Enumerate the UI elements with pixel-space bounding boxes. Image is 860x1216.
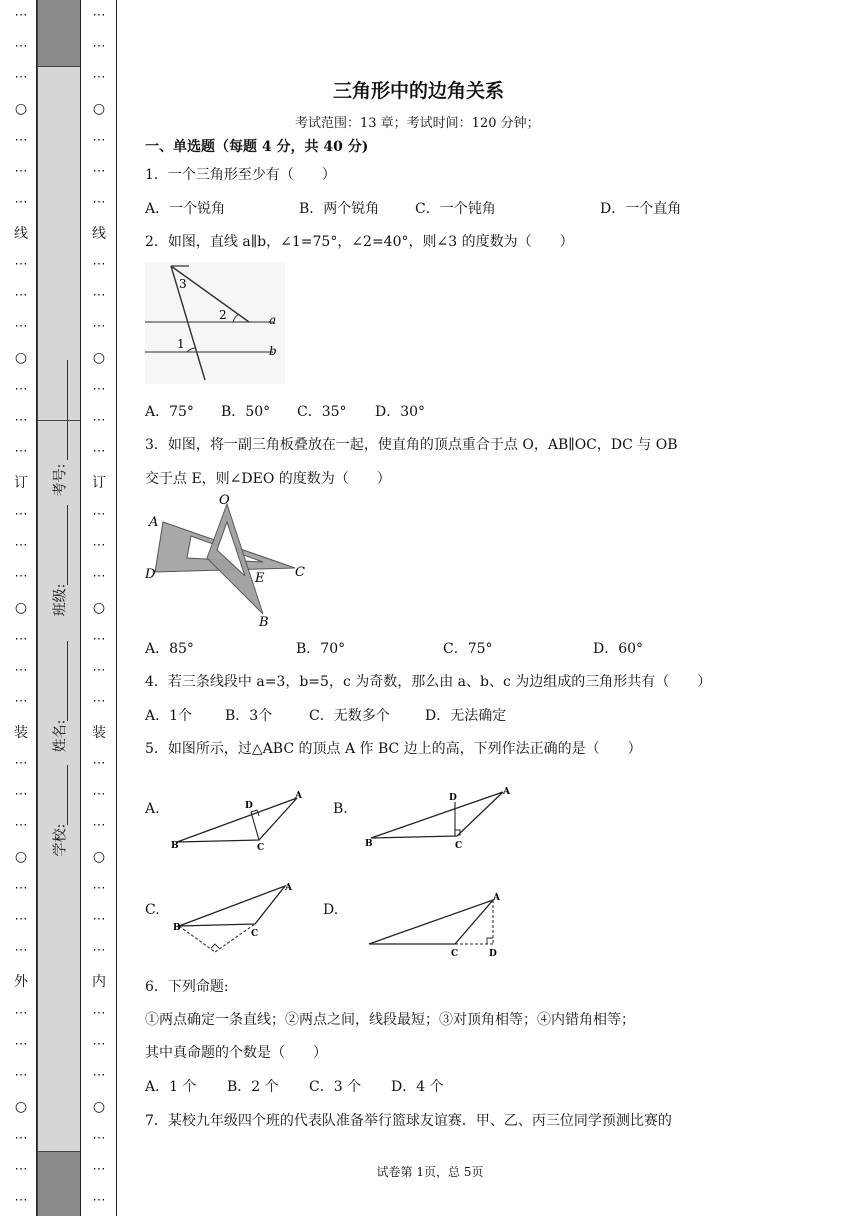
binding-outer-mark: ⋯ [14, 1161, 28, 1177]
q4-option-c: C．无数多个 [309, 708, 390, 724]
binding-inner-mark: ⋯ [92, 693, 106, 709]
field-name [38, 719, 80, 766]
binding-outer-mark: ⋯ [14, 444, 28, 460]
binding-outer-mark: ⋯ [14, 1130, 28, 1146]
svg-text:B: B [173, 923, 181, 933]
q4-option-a: A．1个 [145, 708, 193, 724]
point-e-label: E [255, 571, 265, 586]
svg-text:C: C [251, 929, 259, 939]
point-a-label: A [149, 515, 159, 530]
binding-inner-mark: ⋯ [92, 787, 106, 803]
question-3-line2: 交于点 E，则∠DEO 的度数为（ ） [145, 471, 391, 487]
q3-option-c: C．75° [443, 641, 493, 657]
binding-outer-mark: ⋯ [14, 382, 28, 398]
q6-option-c: C．3 个 [309, 1079, 362, 1095]
q5-option-b-label: B. [333, 801, 348, 817]
q3-figure [145, 492, 315, 632]
svg-text:A: A [295, 791, 302, 801]
q5-figure-b [361, 764, 511, 854]
question-6-statements: ①两点确定一条直线；②两点之间，线段最短；③对顶角相等；④内错角相等； [145, 1012, 635, 1028]
q3-option-d: D．60° [593, 641, 644, 657]
binding-outer-mark: ⋯ [14, 662, 28, 678]
point-c-label: C [295, 565, 305, 580]
binding-outer-mark: 装 [14, 724, 28, 741]
q6-option-a: A．1 个 [145, 1079, 197, 1095]
question-5: 5．如图所示，过△ABC 的顶点 A 作 BC 边上的高，下列作法正确的是（ ） [145, 741, 642, 757]
binding-inner-mark: ⋯ [92, 1036, 106, 1052]
binding-inner-mark: ○ [92, 350, 106, 367]
q3-option-a: A．85° [145, 641, 194, 657]
point-d-label: D [145, 567, 156, 582]
binding-inner-mark: ⋯ [92, 1192, 106, 1208]
binding-inner-mark: ⋯ [92, 69, 106, 85]
binding-outer-mark: ⋯ [14, 631, 28, 647]
binding-inner-mark: ⋯ [92, 132, 106, 148]
binding-outer-mark: ⋯ [14, 787, 28, 803]
field-school-label: 学校: [52, 823, 68, 857]
binding-inner-mark: ○ [92, 100, 106, 117]
binding-inner-mark: ⋯ [92, 444, 106, 460]
question-3-line1: 3．如图，将一副三角板叠放在一起，使直角的顶点重合于点 O，AB∥OC，DC 与 OB [145, 437, 678, 453]
page-title: 三角形中的边角关系 [333, 80, 505, 102]
binding-outer-mark: ⋯ [14, 413, 28, 429]
binding-inner-mark: 线 [92, 225, 106, 242]
point-b-label: B [259, 615, 269, 630]
field-class-label: 班级: [52, 583, 68, 617]
q5-option-c-label: C. [145, 902, 160, 918]
binding-inner-mark: ⋯ [92, 506, 106, 522]
binding-outer-mark: ⋯ [14, 818, 28, 834]
q1-option-b: B．两个锐角 [299, 201, 380, 217]
panel-top-block [38, 0, 80, 67]
angle-3-label: 3 [179, 277, 187, 291]
svg-text:D: D [449, 793, 457, 803]
binding-outer-column [10, 0, 32, 1216]
svg-text:C: C [451, 949, 459, 959]
panel-bottom-block [38, 1151, 80, 1216]
binding-inner-mark: ⋯ [92, 7, 106, 23]
svg-text:A: A [285, 883, 292, 893]
binding-outer-mark: ⋯ [14, 912, 28, 928]
binding-inner-mark: ⋯ [92, 382, 106, 398]
binding-outer-mark: ○ [14, 1098, 28, 1115]
q2-option-d: D．30° [375, 404, 426, 420]
binding-outer-mark: ⋯ [14, 132, 28, 148]
binding-outer-mark: ⋯ [14, 506, 28, 522]
line-a-label: a [269, 313, 277, 327]
binding-outer-mark: ⋯ [14, 693, 28, 709]
q6-option-b: B．2 个 [227, 1079, 279, 1095]
question-7: 7．某校九年级四个班的代表队准备举行篮球友谊赛．甲、乙、丙三位同学预测比赛的 [145, 1113, 672, 1129]
binding-outer-mark: ⋯ [14, 257, 28, 273]
binding-outer-mark: ⋯ [14, 881, 28, 897]
binding-outer-mark: ⋯ [14, 1192, 28, 1208]
svg-text:C: C [257, 843, 265, 853]
binding-outer-mark: ⋯ [14, 1036, 28, 1052]
question-2: 2．如图，直线 a∥b，∠1=75°，∠2=40°，则∠3 的度数为（ ） [145, 234, 574, 250]
binding-inner-mark: ⋯ [92, 568, 106, 584]
q2-option-b: B．50° [221, 404, 271, 420]
q5-option-a-label: A. [145, 801, 160, 817]
binding-inner-mark: ⋯ [92, 662, 106, 678]
binding-inner-mark: ⋯ [92, 631, 106, 647]
binding-outer-mark: ⋯ [14, 194, 28, 210]
binding-inner-mark: ⋯ [92, 319, 106, 335]
binding-outer-mark: ⋯ [14, 38, 28, 54]
binding-inner-mark: ⋯ [92, 257, 106, 273]
binding-inner-mark: ⋯ [92, 756, 106, 772]
binding-outer-mark: ⋯ [14, 943, 28, 959]
q6-option-d: D．4 个 [391, 1079, 444, 1095]
binding-inner-mark: 装 [92, 724, 106, 741]
binding-outer-mark: ⋯ [14, 537, 28, 553]
binding-inner-mark: ⋯ [92, 413, 106, 429]
question-4: 4．若三条线段中 a=3，b=5，c 为奇数，那么由 a、b、c 为边组成的三角形共有（ ） [145, 674, 712, 690]
q4-option-b: B．3个 [225, 708, 273, 724]
binding-inner-mark: ⋯ [92, 943, 106, 959]
angle-1-label: 1 [177, 337, 185, 351]
q1-option-d: D．一个直角 [600, 201, 682, 217]
svg-text:A: A [493, 893, 500, 903]
binding-inner-mark: ○ [92, 599, 106, 616]
line-b-label: b [269, 344, 277, 358]
binding-inner-mark: ⋯ [92, 194, 106, 210]
binding-inner-mark: 订 [92, 475, 106, 492]
svg-text:D: D [489, 949, 497, 959]
binding-inner-mark: 内 [92, 974, 106, 991]
binding-inner-mark: ⋯ [92, 537, 106, 553]
question-6-prompt: 其中真命题的个数是（ ） [145, 1045, 327, 1061]
binding-inner-mark: ⋯ [92, 1130, 106, 1146]
binding-margin [0, 0, 118, 1216]
binding-outer-mark: ⋯ [14, 319, 28, 335]
page-footer: 试卷第 1页，总 5页 [376, 1165, 484, 1179]
binding-outer-mark: 外 [14, 974, 28, 991]
binding-outer-mark: ○ [14, 350, 28, 367]
q1-option-a: A．一个锐角 [145, 201, 226, 217]
binding-outer-mark: ⋯ [14, 1067, 28, 1083]
binding-divider-middle [80, 0, 81, 1216]
binding-outer-mark: ⋯ [14, 69, 28, 85]
binding-outer-mark: ⋯ [14, 7, 28, 23]
binding-outer-mark: ⋯ [14, 756, 28, 772]
field-exam-number [38, 463, 80, 510]
point-o-label: O [219, 493, 230, 508]
binding-inner-mark: ⋯ [92, 912, 106, 928]
q1-option-c: C．一个钝角 [415, 201, 496, 217]
binding-outer-mark: ⋯ [14, 1005, 28, 1021]
binding-inner-mark: ⋯ [92, 818, 106, 834]
binding-inner-mark: ⋯ [92, 881, 106, 897]
binding-outer-mark: ○ [14, 599, 28, 616]
q2-option-c: C．35° [297, 404, 347, 420]
q5-option-d-label: D. [323, 902, 339, 918]
question-1: 1．一个三角形至少有（ ） [145, 167, 336, 183]
binding-outer-mark: ⋯ [14, 568, 28, 584]
binding-outer-mark: ⋯ [14, 163, 28, 179]
svg-text:B: B [365, 839, 373, 849]
field-exam-number-label: 考号: [52, 463, 68, 497]
binding-divider-right [116, 0, 117, 1216]
field-class [38, 583, 80, 630]
question-6: 6．下列命题: [145, 979, 229, 995]
field-school [38, 823, 80, 870]
angle-2-label: 2 [219, 308, 227, 322]
binding-outer-mark: ○ [14, 849, 28, 866]
binding-inner-column [88, 0, 110, 1216]
q2-option-a: A．75° [145, 404, 194, 420]
svg-text:B: B [171, 841, 179, 851]
svg-text:D: D [245, 801, 253, 811]
q5-figure-d [359, 880, 509, 960]
binding-outer-mark: 线 [14, 225, 28, 242]
q4-option-d: D．无法确定 [425, 708, 507, 724]
exam-info: 考试范围：13 章；考试时间：120 分钟； [295, 116, 540, 131]
q3-option-b: B．70° [296, 641, 346, 657]
binding-inner-mark: ⋯ [92, 38, 106, 54]
binding-inner-mark: ○ [92, 1098, 106, 1115]
binding-inner-mark: ⋯ [92, 1005, 106, 1021]
field-name-label: 姓名: [52, 719, 68, 753]
binding-inner-mark: ⋯ [92, 1161, 106, 1177]
binding-inner-mark: ⋯ [92, 1067, 106, 1083]
svg-text:A: A [503, 787, 510, 797]
q5-figure-a [167, 764, 307, 854]
section-heading: 一、单选题（每题 4 分，共 40 分) [145, 139, 369, 155]
binding-inner-mark: ○ [92, 849, 106, 866]
binding-outer-mark: ⋯ [14, 288, 28, 304]
binding-outer-mark: ○ [14, 100, 28, 117]
svg-text:C: C [455, 841, 463, 851]
q2-figure [145, 262, 285, 384]
binding-inner-mark: ⋯ [92, 288, 106, 304]
q5-figure-c [169, 864, 299, 958]
binding-outer-mark: 订 [14, 475, 28, 492]
binding-inner-mark: ⋯ [92, 163, 106, 179]
student-info-panel [37, 0, 81, 1216]
